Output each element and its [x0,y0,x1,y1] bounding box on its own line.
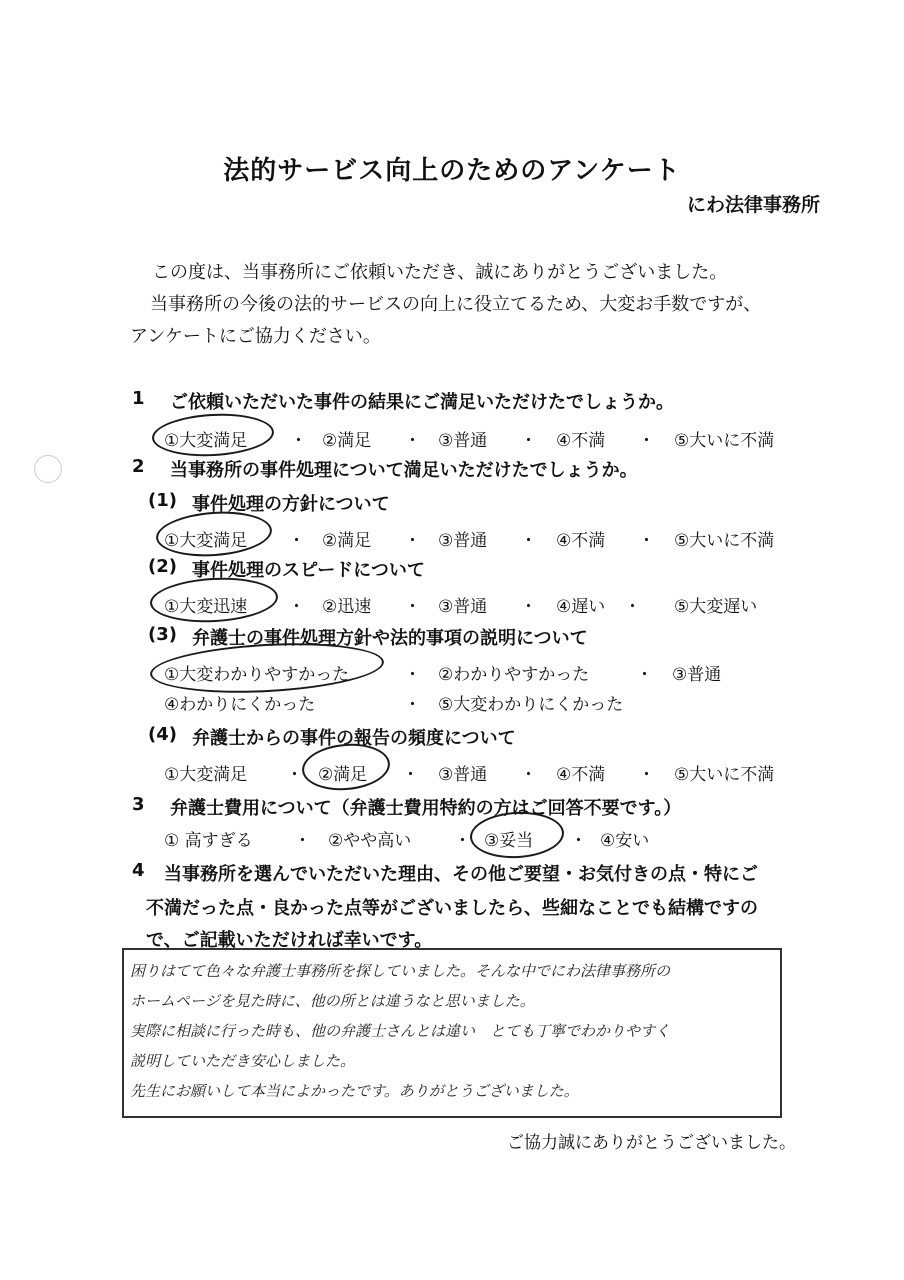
q2-4-option-4: ④不満 [556,765,606,785]
separator: ・ [636,665,653,685]
q2-2-selection-circle [149,575,279,626]
q3-option-2: ②やや高い [328,831,412,851]
q2-2-option-1: ①大変迅速 [164,597,248,617]
q2-4-option-5: ⑤大いに不満 [674,765,775,785]
separator: ・ [404,597,421,617]
handwritten-answer-line: 困りはてて色々な弁護士事務所を探していました。そんな中でにわ法律事務所の [130,962,671,980]
q2-4-option-3: ③普通 [438,765,488,785]
q2-3-option-2: ②わかりやすかった [438,665,590,685]
q2-1-text: 事件処理の方針について [192,494,390,515]
separator: ・ [288,531,305,551]
q2-4-text: 弁護士からの事件の報告の頻度について [192,728,516,749]
q4-number: 4 [132,860,145,881]
q2-2-option-4: ④遅い [556,597,606,617]
q2-2-number: (2) [148,556,177,577]
separator: ・ [290,431,307,451]
q2-number: 2 [132,456,145,477]
q2-1-number: (1) [148,490,177,511]
separator: ・ [624,597,641,617]
q2-4-option-1: ①大変満足 [164,765,248,785]
q2-4-option-2: ②満足 [318,765,368,785]
q2-3-option-3: ③普通 [672,665,722,685]
q2-4-number: (4) [148,724,177,745]
separator: ・ [404,665,421,685]
intro-line-2: 当事務所の今後の法的サービスの向上に役立てるため、大変お手数ですが、 [150,294,762,315]
q1-option-1: ①大変満足 [164,431,248,451]
q4-text-line-3: で、ご記載いただければ幸いです。 [146,930,433,951]
separator: ・ [402,765,419,785]
q2-1-option-3: ③普通 [438,531,488,551]
q2-3-option-1: ①大変わかりやすかった [164,665,350,685]
q2-3-text: 弁護士の事件処理方針や法的事項の説明について [192,628,588,649]
q2-1-option-5: ⑤大いに不満 [674,531,775,551]
q3-text: 弁護士費用について（弁護士費用特約の方はご回答不要です。） [170,798,682,819]
punch-hole-mark [34,455,62,483]
q1-option-4: ④不満 [556,431,606,451]
separator: ・ [288,597,305,617]
separator: ・ [404,531,421,551]
q3-option-1: ① 高すぎる [164,831,253,851]
intro-line-3: アンケートにご協力ください。 [130,326,381,347]
q3-option-4: ④安い [600,831,650,851]
q2-1-option-1: ①大変満足 [164,531,248,551]
q2-2-text: 事件処理のスピードについて [192,560,425,581]
separator: ・ [638,431,655,451]
handwritten-answer-line: ホームページを見た時に、他の所とは違うなと思いました。 [130,992,535,1010]
handwritten-answer-line: 実際に相談に行った時も、他の弁護士さんとは違い とても丁寧でわかりやすく [130,1022,671,1040]
q2-text: 当事務所の事件処理について満足いただけたでしょうか。 [170,460,638,481]
q2-3-option-4: ④わかりにくかった [164,695,316,715]
q1-number: 1 [132,388,145,409]
q4-text-line-1: 当事務所を選んでいただいた理由、その他ご要望・お気付きの点・特にご [164,864,758,885]
handwritten-answer-line: 先生にお願いして本当によかったです。ありがとうございました。 [130,1082,579,1100]
separator: ・ [638,531,655,551]
closing-thanks: ご協力誠にありがとうございました。 [507,1133,796,1153]
separator: ・ [404,695,421,715]
handwritten-answer-line: 説明していただき安心しました。 [130,1052,356,1070]
q2-2-option-2: ②迅速 [322,597,372,617]
separator: ・ [570,831,587,851]
q1-option-2: ②満足 [322,431,372,451]
q1-selection-circle [151,411,275,459]
organization-name: にわ法律事務所 [686,194,820,216]
separator: ・ [520,597,537,617]
q2-2-option-5: ⑤大変遅い [674,597,758,617]
q4-text-line-2: 不満だった点・良かった点等がございましたら、些細なことでも結構ですの [146,898,758,919]
q2-1-selection-circle [155,508,274,560]
separator: ・ [638,765,655,785]
q2-2-option-3: ③普通 [438,597,488,617]
separator: ・ [286,765,303,785]
q1-option-3: ③普通 [438,431,488,451]
q2-3-number: (3) [148,624,177,645]
q2-1-option-2: ②満足 [322,531,372,551]
q1-text: ご依頼いただいた事件の結果にご満足いただけたでしょうか。 [170,392,674,413]
q3-number: 3 [132,794,145,815]
separator: ・ [520,531,537,551]
q1-option-5: ⑤大いに不満 [674,431,775,451]
q2-1-option-4: ④不満 [556,531,606,551]
separator: ・ [294,831,311,851]
separator: ・ [520,765,537,785]
survey-title: 法的サービス向上のためのアンケート [223,156,681,186]
q2-3-option-5: ⑤大変わかりにくかった [438,695,624,715]
intro-line-1: この度は、当事務所にご依頼いただき、誠にありがとうございました。 [152,262,728,283]
q3-option-3: ③妥当 [484,831,534,851]
separator: ・ [454,831,471,851]
separator: ・ [404,431,421,451]
separator: ・ [520,431,537,451]
